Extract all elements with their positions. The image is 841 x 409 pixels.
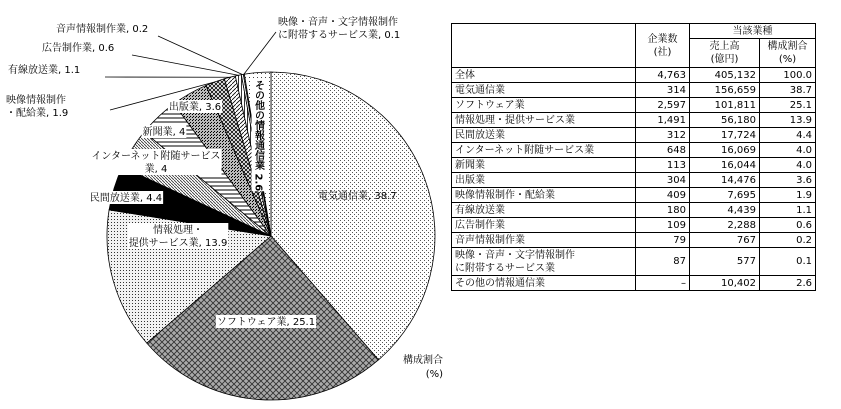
leader-line <box>244 32 276 74</box>
row-name: 広告制作業 <box>452 218 636 233</box>
slice-label: 電気通信業, 38.7 <box>318 191 397 202</box>
table-row <box>452 143 816 158</box>
row-sales: 577 <box>690 248 760 276</box>
row-count: 409 <box>636 188 690 203</box>
row-ratio: 13.9 <box>760 113 816 128</box>
row-sales: 14,476 <box>690 173 760 188</box>
row-count: 113 <box>636 158 690 173</box>
table-row <box>452 68 816 83</box>
row-ratio: 4.0 <box>760 143 816 158</box>
table-row <box>452 128 816 143</box>
row-count: 648 <box>636 143 690 158</box>
row-ratio: 3.6 <box>760 173 816 188</box>
row-ratio: 100.0 <box>760 68 816 83</box>
unit-label: 構成割合(%) <box>403 355 443 380</box>
row-count: 2,597 <box>636 98 690 113</box>
row-count: 1,491 <box>636 113 690 128</box>
row-sales: 16,044 <box>690 158 760 173</box>
header-group: 当該業種 <box>690 24 816 39</box>
slice-label: 音声情報制作業, 0.2 <box>56 24 149 35</box>
table-header-row <box>452 24 816 39</box>
row-sales: 2,288 <box>690 218 760 233</box>
row-count: 314 <box>636 83 690 98</box>
row-name: 映像・音声・文字情報制作 に附帯するサービス業 <box>452 248 636 276</box>
slice-label: 民間放送業, 4.4 <box>89 193 163 204</box>
slice-label: 有線放送業, 1.1 <box>8 65 81 76</box>
row-count: 87 <box>636 248 690 276</box>
row-sales: 7,695 <box>690 188 760 203</box>
header-ratio: 構成割合 (%) <box>760 39 816 68</box>
table-row <box>452 98 816 113</box>
row-count: 180 <box>636 203 690 218</box>
row-ratio: 25.1 <box>760 98 816 113</box>
row-name: インターネット附随サービス業 <box>452 143 636 158</box>
row-name: その他の情報通信業 <box>452 276 636 291</box>
row-sales: 56,180 <box>690 113 760 128</box>
row-name: ソフトウェア業 <box>452 98 636 113</box>
table-row <box>452 233 816 248</box>
row-sales: 156,659 <box>690 83 760 98</box>
slice-label: その他の情報通信業 2.6 <box>252 80 264 192</box>
row-sales: 405,132 <box>690 68 760 83</box>
row-ratio: 0.6 <box>760 218 816 233</box>
row-name: 有線放送業 <box>452 203 636 218</box>
row-name: 出版業 <box>452 173 636 188</box>
row-name: 情報処理・提供サービス業 <box>452 113 636 128</box>
row-name: 映像情報制作・配給業 <box>452 188 636 203</box>
row-ratio: 4.0 <box>760 158 816 173</box>
row-sales: 4,439 <box>690 203 760 218</box>
row-ratio: 0.1 <box>760 248 816 276</box>
row-sales: 17,724 <box>690 128 760 143</box>
data-table <box>451 23 816 291</box>
table-row <box>452 158 816 173</box>
table-row <box>452 173 816 188</box>
row-ratio: 1.9 <box>760 188 816 203</box>
slice-label: 映像情報制作・配給業, 1.9 <box>6 95 69 119</box>
table-row <box>452 276 816 291</box>
row-name: 電気通信業 <box>452 83 636 98</box>
slice-label: 情報処理・提供サービス業, 13.9 <box>128 225 228 249</box>
leader-line <box>158 36 242 75</box>
row-count: – <box>636 276 690 291</box>
row-count: 312 <box>636 128 690 143</box>
row-sales: 767 <box>690 233 760 248</box>
row-ratio: 38.7 <box>760 83 816 98</box>
row-count: 109 <box>636 218 690 233</box>
table-row <box>452 188 816 203</box>
table-row <box>452 203 816 218</box>
table-row <box>452 113 816 128</box>
slice-label: ソフトウェア業, 25.1 <box>216 317 316 328</box>
slice-label: 広告制作業, 0.6 <box>42 43 115 54</box>
row-sales: 10,402 <box>690 276 760 291</box>
table-row <box>452 248 816 276</box>
row-name: 民間放送業 <box>452 128 636 143</box>
row-sales: 16,069 <box>690 143 760 158</box>
row-name: 全体 <box>452 68 636 83</box>
slice-label: 新聞業, 4 <box>142 127 186 138</box>
row-ratio: 1.1 <box>760 203 816 218</box>
header-company-count: 企業数 (社) <box>636 24 690 68</box>
row-name: 新聞業 <box>452 158 636 173</box>
row-count: 79 <box>636 233 690 248</box>
table-body <box>452 68 816 291</box>
row-ratio: 4.4 <box>760 128 816 143</box>
row-ratio: 0.2 <box>760 233 816 248</box>
table-row <box>452 83 816 98</box>
slice-label: インターネット附随サービス業, 4 <box>91 151 221 175</box>
slice-label: 映像・音声・文字情報制作に附帯するサービス業, 0.1 <box>278 17 401 41</box>
header-blank <box>452 24 636 68</box>
row-count: 4,763 <box>636 68 690 83</box>
slice-label: 出版業, 3.6 <box>168 102 222 113</box>
row-ratio: 2.6 <box>760 276 816 291</box>
row-name: 音声情報制作業 <box>452 233 636 248</box>
table-row <box>452 218 816 233</box>
header-sales: 売上高 (億円) <box>690 39 760 68</box>
row-sales: 101,811 <box>690 98 760 113</box>
row-count: 304 <box>636 173 690 188</box>
